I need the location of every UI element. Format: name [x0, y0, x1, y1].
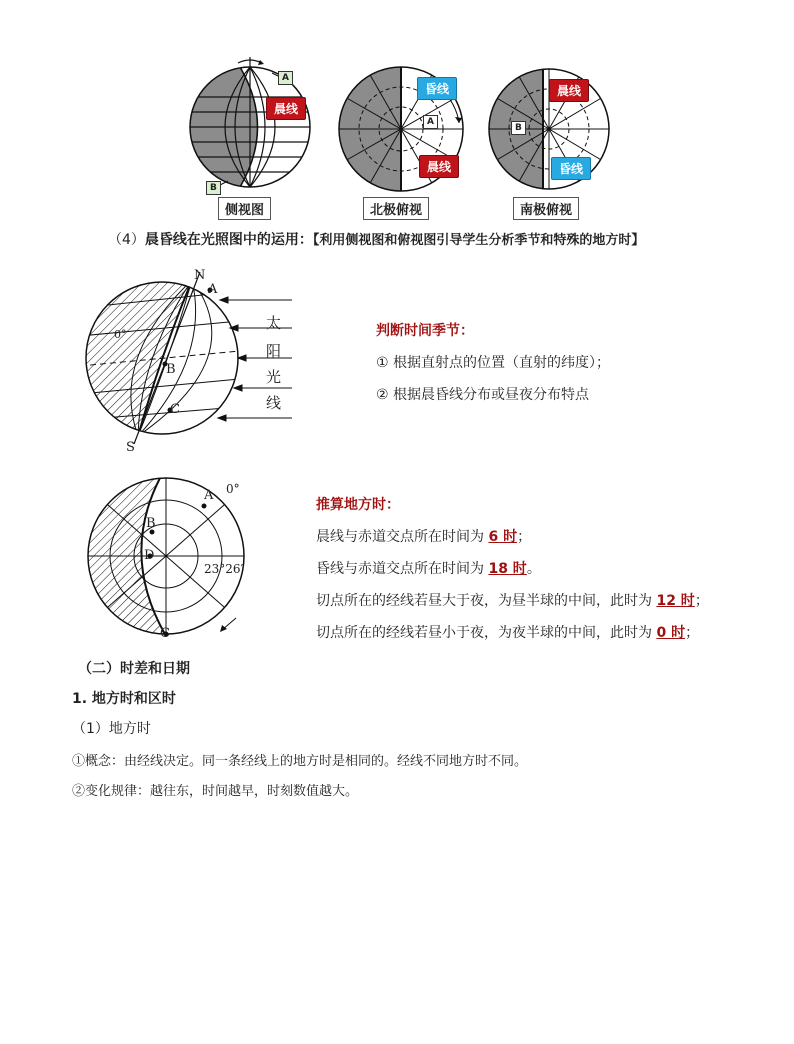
- label-latitude: 23°26′: [204, 562, 244, 576]
- label-b: B: [511, 121, 526, 135]
- calc-row-2-text: 昏线与赤道交点所在时间为: [316, 561, 489, 577]
- label-a: A: [423, 115, 438, 129]
- label-c: C: [160, 626, 170, 641]
- figure-sunlight-side: [80, 268, 300, 458]
- section-4-note: 【利用侧视图和俯视图引导学生分析季节和特殊的地方时】: [312, 233, 645, 248]
- sunlight-char-4: 线: [266, 394, 282, 412]
- section-4-prefix: （4）: [108, 232, 145, 248]
- section-4-title: 晨昏线在光照图中的运用：: [144, 232, 313, 248]
- section-4-heading: [108, 229, 644, 249]
- judge-section: [376, 320, 610, 404]
- section-2-title: （二）时差和日期: [78, 661, 190, 677]
- figure-side-view: [180, 55, 320, 225]
- label-c: C: [170, 402, 180, 417]
- label-0-deg: 0°: [226, 482, 240, 496]
- polar-hatched-globe: [80, 476, 260, 646]
- calc-row-1-text: 晨线与赤道交点所在时间为: [316, 529, 489, 545]
- side-view-globe: [180, 55, 320, 195]
- sunlight-globe: [80, 268, 300, 458]
- sunlight-char-3: 光: [266, 368, 282, 386]
- calc-title: 推算地方时：: [316, 497, 400, 513]
- dawn-line-tag: 晨线: [549, 79, 589, 102]
- subsection-1-title: 1. 地方时和区时: [72, 691, 176, 707]
- dusk-line-tag: 昏线: [551, 157, 591, 180]
- calc-section: [316, 494, 709, 642]
- label-0-deg: 0°: [114, 328, 127, 341]
- calc-row-2-value: 18 时: [488, 561, 527, 577]
- label-b: B: [146, 516, 156, 531]
- label-b: B: [166, 362, 176, 377]
- sunlight-char-2: 阳: [266, 342, 282, 360]
- dawn-line-tag: 晨线: [266, 97, 306, 120]
- figure-north-polar: [335, 65, 475, 225]
- label-a: A: [208, 282, 218, 297]
- calc-row-4-value: 0 时: [656, 625, 686, 641]
- concept-paragraph: ①概念：由经线决定。同一条经线上的地方时是相同的。经线不同地方时不同。: [72, 754, 528, 769]
- calc-row-3: [316, 590, 709, 610]
- calc-row-1: [316, 526, 709, 546]
- calc-row-1-end: ；: [517, 529, 532, 545]
- rule-paragraph: ②变化规律：越往东，时间越早，时刻数值越大。: [72, 784, 359, 799]
- sunlight-char-1: 太: [266, 314, 282, 332]
- calc-row-3-text: 切点所在的经线若昼大于夜，为昼半球的中间，此时为: [316, 593, 657, 609]
- calc-row-2: [316, 558, 709, 578]
- caption-north-polar: 北极俯视: [363, 197, 429, 220]
- judge-item-2: ② 根据晨昏线分布或昼夜分布特点: [376, 387, 590, 403]
- calc-row-4: [316, 622, 709, 642]
- label-s: S: [126, 440, 135, 455]
- subsection-local-time: （1）地方时: [72, 721, 151, 737]
- judge-title: 判断时间季节：: [376, 323, 474, 339]
- dawn-line-tag: 晨线: [419, 155, 459, 178]
- calc-row-4-text: 切点所在的经线若昼小于夜，为夜半球的中间，此时为: [316, 625, 657, 641]
- calc-row-4-end: ；: [685, 625, 700, 641]
- label-n: N: [194, 268, 206, 283]
- caption-side-view: 侧视图: [218, 197, 271, 220]
- caption-south-polar: 南极俯视: [513, 197, 579, 220]
- figure-polar-hatched: [80, 476, 260, 646]
- calc-row-1-value: 6 时: [488, 529, 518, 545]
- label-a: A: [204, 488, 214, 503]
- judge-item-1: ① 根据直射点的位置（直射的纬度）；: [376, 355, 610, 371]
- calc-row-2-end: 。: [526, 561, 541, 577]
- dusk-line-tag: 昏线: [417, 77, 457, 100]
- calc-row-3-value: 12 时: [656, 593, 695, 609]
- label-b: B: [206, 181, 221, 195]
- label-a: A: [278, 71, 293, 85]
- label-d: D: [144, 548, 155, 563]
- figure-south-polar: [485, 65, 625, 225]
- calc-row-3-end: ；: [694, 593, 709, 609]
